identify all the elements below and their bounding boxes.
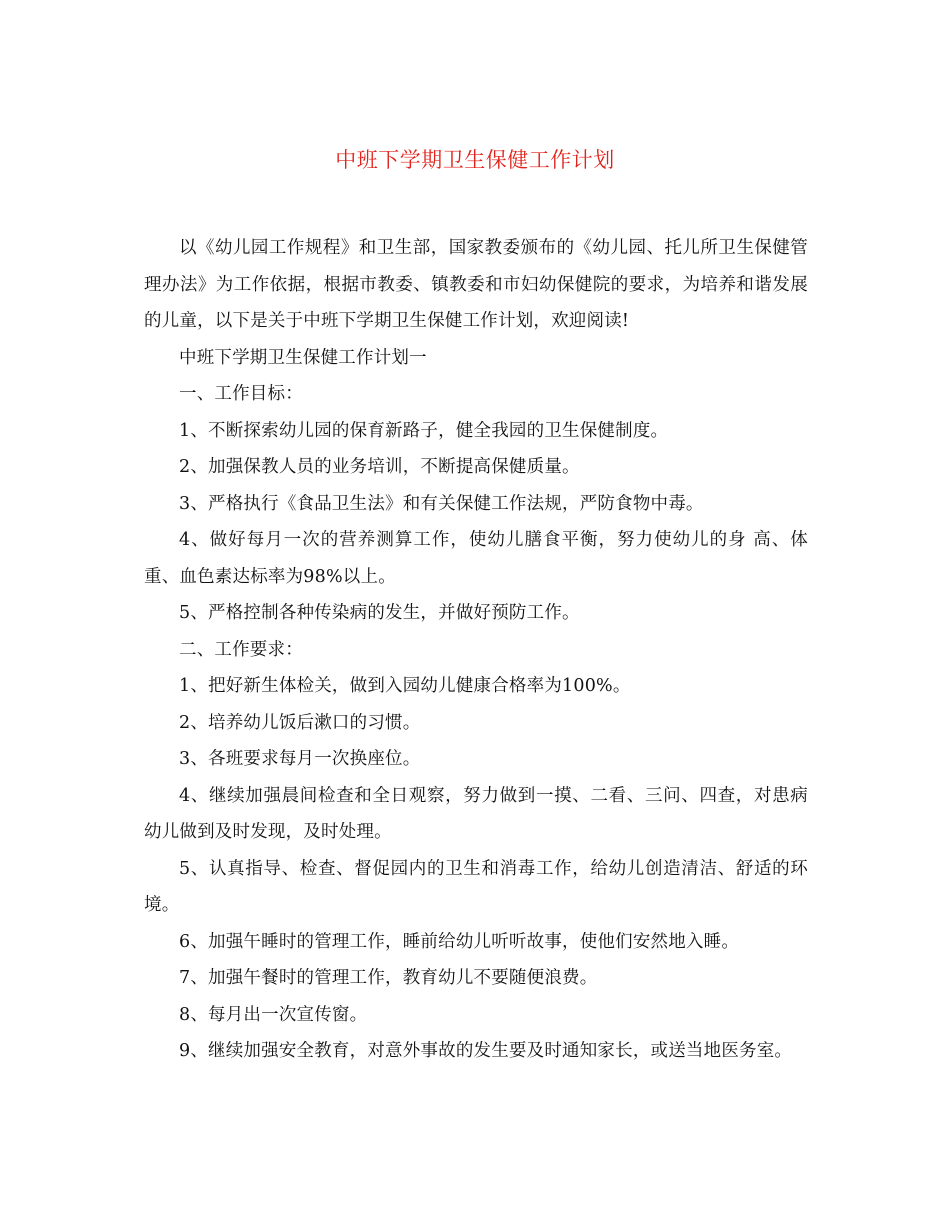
requirement-item-7: 7、加强午餐时的管理工作，教育幼儿不要随便浪费。 xyxy=(179,968,598,988)
requirement-item-9: 9、继续加强安全教育，对意外事故的发生要及时通知家长，或送当地医务室。 xyxy=(179,1041,793,1061)
requirement-item-6: 6、加强午睡时的管理工作，睡前给幼儿听听故事，使他们安然地入睡。 xyxy=(179,931,740,952)
goal-item-2: 2、加强保教人员的业务培训，不断提高保健质量。 xyxy=(179,457,580,477)
document-body xyxy=(144,230,808,1070)
requirement-item-1: 1、把好新生体检关，做到入园幼儿健康合格率为100%。 xyxy=(179,676,631,696)
section-heading-goals: 一、工作目标： xyxy=(179,384,303,404)
goal-item-5: 5、严格控制各种传染病的发生，并做好预防工作。 xyxy=(179,603,580,623)
requirement-item-8: 8、每月出一次宣传窗。 xyxy=(179,1004,368,1025)
requirement-item-2: 2、培养幼儿饭后漱口的习惯。 xyxy=(179,712,421,733)
requirement-item-3: 3、各班要求每月一次换座位。 xyxy=(179,749,421,769)
requirement-item-4: 4、继续加强晨间检查和全日观察，努力做到一摸、二看、三问、四查，对患病幼儿做到及时发现，及时处理。 xyxy=(144,785,808,842)
document-title: 中班下学期卫生保健工作计划 xyxy=(335,148,615,172)
section-heading-requirements: 二、工作要求： xyxy=(179,639,303,660)
goal-item-4: 4、做好每月一次的营养测算工作，使幼儿膳食平衡，努力使幼儿的身 高、体重、血色素达标率为98%以上。 xyxy=(144,530,808,587)
intro-paragraph: 以《幼儿园工作规程》和卫生部，国家教委颁布的《幼儿园、托儿所卫生保健管理办法》为工作依据，根据市教委、镇教委和市妇幼保健院的要求，为培养和谐发展的儿童，以下是关于中班下学期卫生保健工作计划，欢迎阅读! xyxy=(144,238,808,331)
section-heading-plan-one: 中班下学期卫生保健工作计划一 xyxy=(179,347,427,368)
goal-item-3: 3、严格执行《食品卫生法》和有关保健工作法规，严防食物中毒。 xyxy=(179,493,704,514)
requirement-item-5: 5、认真指导、检查、督促园内的卫生和消毒工作，给幼儿创造清洁、舒适的环境。 xyxy=(144,858,808,915)
goal-item-1: 1、不断探索幼儿园的保育新路子，健全我园的卫生保健制度。 xyxy=(179,420,669,441)
